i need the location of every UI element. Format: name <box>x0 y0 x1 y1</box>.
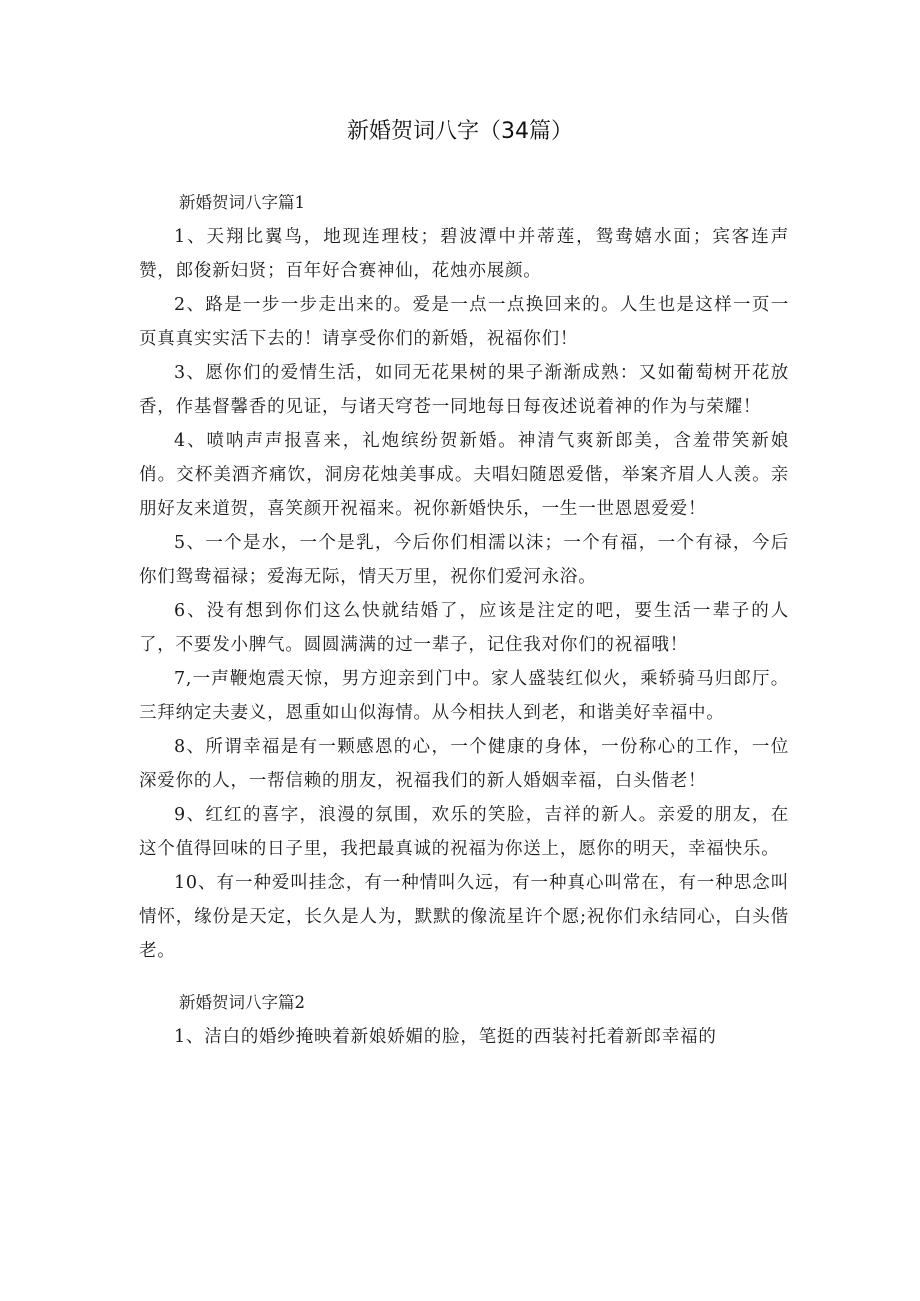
paragraph: 9、红红的喜字，浪漫的氛围，欢乐的笑脸，吉祥的新人。亲爱的朋友，在这个值得回味的日子里，我把最真诚的祝福为你送上，愿你的明天，幸福快乐。 <box>139 805 789 859</box>
section-heading: 新婚贺词八字篇2 <box>179 993 305 1012</box>
paragraph: 3、愿你们的爱情生活，如同无花果树的果子渐渐成熟：又如葡萄树开花放香，作基督馨香的见证，与诸天穹苍一同地每日每夜述说着神的作为与荣耀！ <box>139 363 789 417</box>
spacer <box>139 968 789 986</box>
paragraph: 4、喷呐声声报喜来，礼炮缤纷贺新婚。神清气爽新郎美，含羞带笑新娘俏。交杯美酒齐痛饮，洞房花烛美事成。夫唱妇随恩爱偕，举案齐眉人人羡。亲朋好友来道贺，喜笑颜开祝福来。祝你新婚快乐，一生一世恩恩爱爱！ <box>139 431 789 519</box>
paragraph: 1、天翔比翼鸟，地现连理枝；碧波潭中并蒂莲，鸳鸯嬉水面；宾客连声赞，郎俊新妇贤；百年好合赛神仙，花烛亦展颜。 <box>139 227 789 281</box>
paragraph: 7,一声鞭炮震天惊，男方迎亲到门中。家人盛装红似火，乘轿骑马归郎厅。三拜纳定夫妻义，恩重如山似海情。从今相扶人到老，和谐美好幸福中。 <box>139 669 789 723</box>
section <box>139 186 789 968</box>
document-title: 新婚贺词八字（34篇） <box>347 119 573 144</box>
paragraph: 10、有一种爱叫挂念，有一种情叫久远，有一种真心叫常在，有一种思念叫情怀，缘份是天定，长久是人为，默默的像流星许个愿;祝你们永结同心，白头偕老。 <box>139 873 789 961</box>
paragraph: 5、一个是水，一个是乳，今后你们相濡以沫；一个有福，一个有禄，今后你们鸳鸯福禄；爱海无际，情天万里，祝你们爱河永浴。 <box>139 533 789 587</box>
section-heading: 新婚贺词八字篇1 <box>179 193 305 212</box>
paragraph: 6、没有想到你们这么快就结婚了，应该是注定的吧，要生活一辈子的人了，不要发小脾气。圆圆满满的过一辈子，记住我对你们的祝福哦！ <box>139 601 789 655</box>
paragraph: 1、洁白的婚纱掩映着新娘娇媚的脸，笔挺的西装衬托着新郎幸福的 <box>174 1027 717 1047</box>
paragraph: 2、路是一步一步走出来的。爱是一点一点换回来的。人生也是这样一页一页真真实实活下去的！请享受你们的新婚，祝福你们！ <box>139 295 789 349</box>
document-body <box>139 186 789 1054</box>
section <box>139 986 789 1054</box>
paragraph: 8、所谓幸福是有一颗感恩的心，一个健康的身体，一份称心的工作，一位深爱你的人，一帮信赖的朋友，祝福我们的新人婚姻幸福，白头偕老！ <box>139 737 789 791</box>
